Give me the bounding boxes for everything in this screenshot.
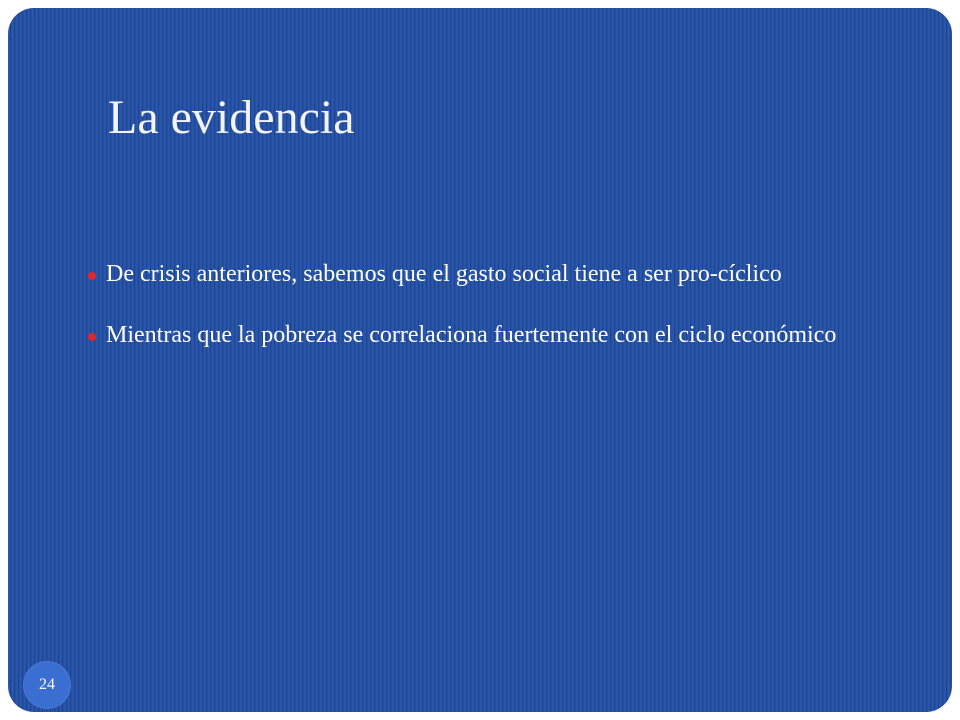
bullet-item [86, 321, 914, 350]
bullet-text: Mientras que la pobreza se correlaciona fuertemente con el ciclo económico [106, 322, 837, 348]
page-number-badge [23, 661, 71, 709]
red-dot-bullet-icon [88, 333, 96, 341]
page-number: 24 [39, 676, 55, 693]
bullet-list [86, 260, 914, 382]
slide [8, 8, 952, 712]
bullet-text: De crisis anteriores, sabemos que el gasto social tiene a ser pro-cíclico [106, 261, 782, 287]
red-dot-bullet-icon [88, 272, 96, 280]
slide-title: La evidencia [108, 91, 355, 144]
bullet-item [86, 260, 914, 289]
